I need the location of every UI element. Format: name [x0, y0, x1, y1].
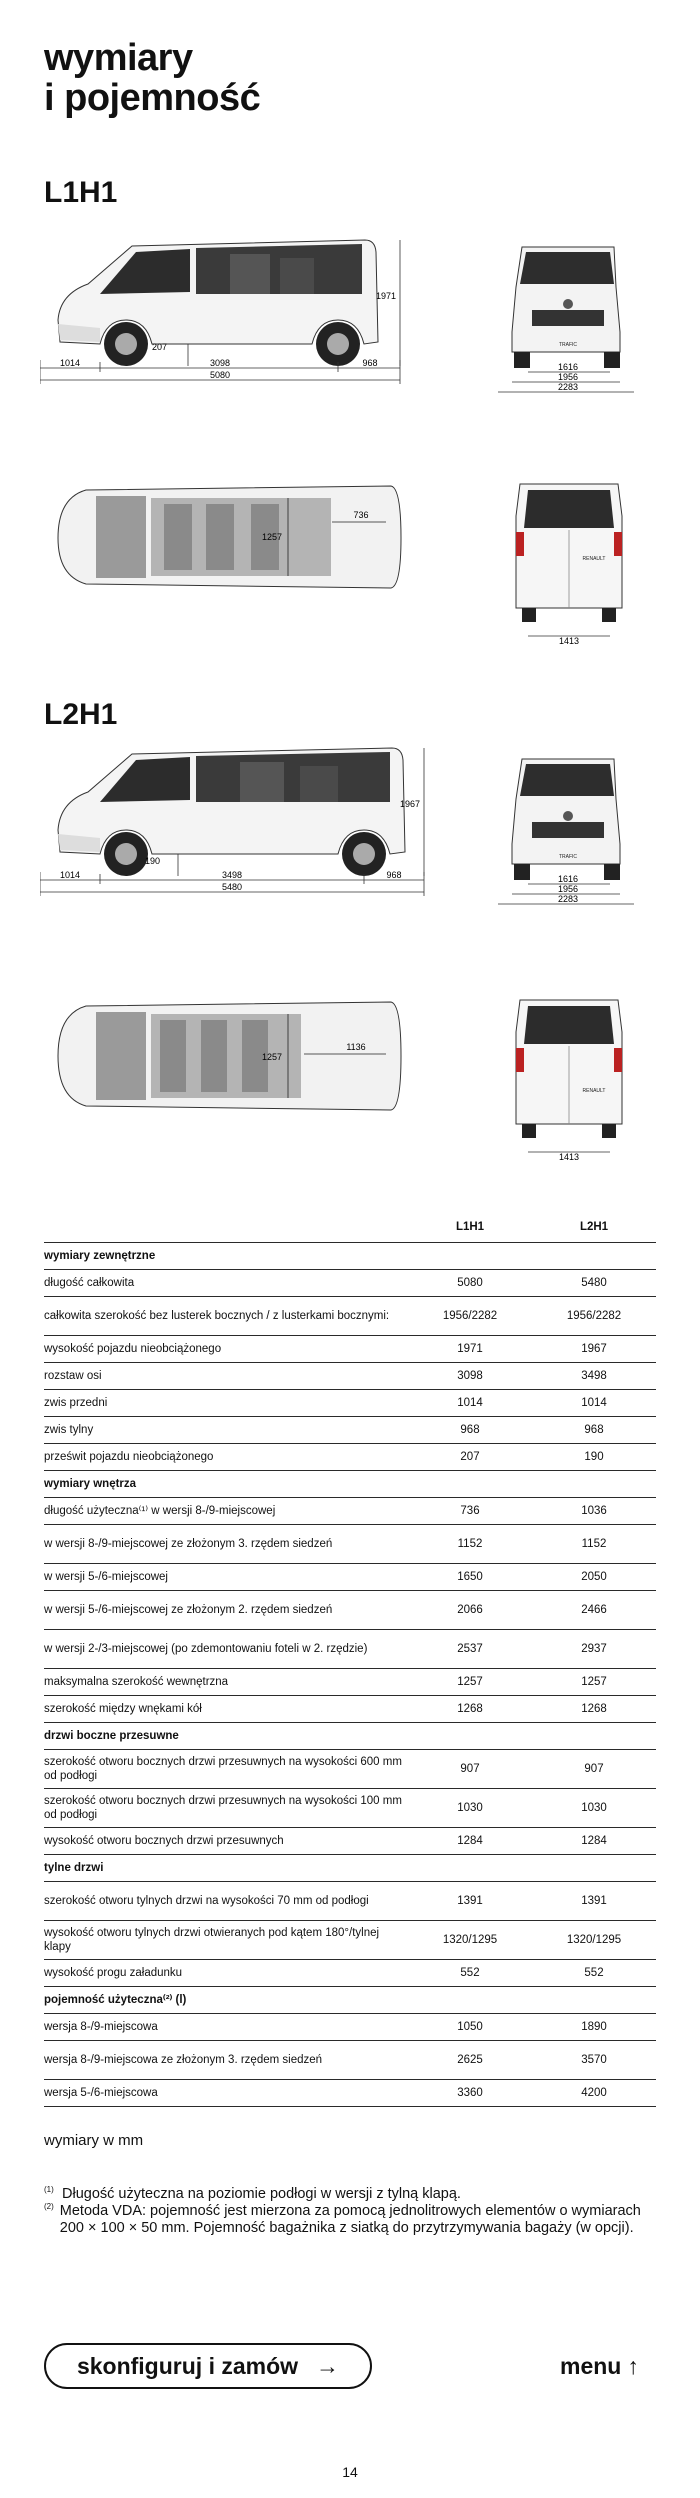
value-l2h1: 1391 — [532, 1882, 656, 1921]
footnote-mark: (1) — [44, 2185, 54, 2194]
dim-length: 5080 — [209, 370, 231, 380]
table-row — [44, 1828, 656, 1855]
section-title-l1h1: L1H1 — [44, 176, 118, 209]
table-row — [44, 1591, 656, 1630]
dim-wheelbase: 3098 — [209, 358, 231, 368]
table-row — [44, 1921, 656, 1960]
group-label: wymiary zewnętrzne — [44, 1243, 656, 1270]
value-l2h1: 1890 — [532, 2014, 656, 2041]
table-row — [44, 2014, 656, 2041]
table-row — [44, 1882, 656, 1921]
table-group-row — [44, 1243, 656, 1270]
value-l2h1: 2050 — [532, 1564, 656, 1591]
row-label: w wersji 8-/9-miejscowej ze złożonym 3. rzędem siedzeń — [44, 1525, 408, 1564]
value-l2h1: 968 — [532, 1417, 656, 1444]
row-label: w wersji 2-/3-miejscowej (po zdemontowaniu foteli w 2. rzędzie) — [44, 1630, 408, 1669]
dim-front-track: 1616 — [557, 874, 579, 884]
configure-and-order-button[interactable] — [44, 2343, 372, 2389]
value-l1h1: 3098 — [408, 1363, 532, 1390]
group-label: drzwi boczne przesuwne — [44, 1723, 656, 1750]
value-l1h1: 1956/2282 — [408, 1297, 532, 1336]
dim-length: 5480 — [221, 882, 243, 892]
row-label: zwis przedni — [44, 1390, 408, 1417]
dim-front-overhang: 1014 — [59, 358, 81, 368]
dim-height: 1967 — [399, 799, 420, 809]
value-l2h1: 1036 — [532, 1498, 656, 1525]
row-label: całkowita szerokość bez lusterek bocznych / z lusterkami bocznymi: — [44, 1297, 408, 1336]
row-label: rozstaw osi — [44, 1363, 408, 1390]
row-label: zwis tylny — [44, 1417, 408, 1444]
dim-width-mirrors: 2283 — [557, 894, 579, 904]
page-title — [44, 38, 260, 118]
group-label: pojemność użyteczna⁽²⁾ (l) — [44, 1987, 656, 2014]
table-row — [44, 1363, 656, 1390]
table-row — [44, 1417, 656, 1444]
value-l2h1: 3570 — [532, 2041, 656, 2080]
dim-useful-length: 1136 — [346, 1042, 366, 1052]
table-row — [44, 1336, 656, 1363]
row-label: w wersji 5-/6-miejscowej ze złożonym 2. rzędem siedzeń — [44, 1591, 408, 1630]
footnote-1 — [44, 2186, 644, 2203]
footnote-text: Metoda VDA: pojemność jest mierzona za pomocą jednolitrowych elementów o wymiarach 200 × 100 × 50 mm. Pojemność bagażnika z siatką do przytrzymywania bagaży (w opcji). — [59, 2203, 641, 2236]
value-l1h1: 552 — [408, 1960, 532, 1987]
dim-clearance: 190 — [145, 856, 161, 866]
front-view-diagram-l1h1 — [494, 232, 664, 407]
menu-label: menu — [560, 2353, 622, 2379]
row-label: wersja 8-/9-miejscowa — [44, 2014, 408, 2041]
van-top-illustration — [58, 486, 401, 588]
table-header-label — [44, 1212, 408, 1243]
value-l1h1: 2625 — [408, 2041, 532, 2080]
table-row — [44, 1960, 656, 1987]
value-l1h1: 207 — [408, 1444, 532, 1471]
value-l2h1: 4200 — [532, 2080, 656, 2107]
dim-useful-length: 736 — [353, 510, 369, 520]
footnotes — [44, 2186, 644, 2237]
front-badge: TRAFIC — [558, 854, 578, 860]
van-front-illustration — [512, 247, 620, 368]
value-l2h1: 552 — [532, 1960, 656, 1987]
dim-width: 1956 — [557, 372, 579, 382]
dim-rear-door-width: 1413 — [558, 636, 580, 646]
value-l1h1: 1014 — [408, 1390, 532, 1417]
value-l2h1: 1967 — [532, 1336, 656, 1363]
row-label: szerokość otworu bocznych drzwi przesuwnych na wysokości 100 mm od podłogi — [44, 1789, 408, 1828]
value-l1h1: 1050 — [408, 2014, 532, 2041]
value-l1h1: 1152 — [408, 1525, 532, 1564]
dim-width: 1956 — [557, 884, 579, 894]
table-row — [44, 2080, 656, 2107]
row-label: szerokość otworu tylnych drzwi na wysokości 70 mm od podłogi — [44, 1882, 408, 1921]
value-l1h1: 736 — [408, 1498, 532, 1525]
table-row — [44, 1669, 656, 1696]
van-side-illustration — [58, 748, 405, 876]
table-row — [44, 1696, 656, 1723]
dim-interior-width: 1257 — [261, 1052, 282, 1062]
dim-clearance: 207 — [152, 342, 168, 352]
column-header-l1h1: L1H1 — [408, 1212, 532, 1243]
value-l2h1: 190 — [532, 1444, 656, 1471]
front-badge: TRAFIC — [558, 342, 578, 348]
page-title-line-2: i pojemność — [44, 77, 261, 119]
value-l1h1: 1257 — [408, 1669, 532, 1696]
van-rear-illustration — [516, 484, 622, 622]
value-l1h1: 1268 — [408, 1696, 532, 1723]
column-header-l2h1: L2H1 — [532, 1212, 656, 1243]
value-l1h1: 968 — [408, 1417, 532, 1444]
table-row — [44, 1444, 656, 1471]
dim-rear-door-width: 1413 — [558, 1152, 580, 1162]
dim-wheelbase: 3498 — [221, 870, 243, 880]
row-label: w wersji 5-/6-miejscowej — [44, 1564, 408, 1591]
value-l2h1: 1030 — [532, 1789, 656, 1828]
rear-view-diagram-l1h1 — [494, 476, 664, 651]
table-row — [44, 1525, 656, 1564]
van-side-illustration — [58, 240, 378, 366]
value-l2h1: 2466 — [532, 1591, 656, 1630]
page-number: 14 — [342, 2464, 358, 2480]
table-group-row — [44, 1723, 656, 1750]
table-row — [44, 1750, 656, 1789]
group-label: tylne drzwi — [44, 1855, 656, 1882]
value-l1h1: 5080 — [408, 1270, 532, 1297]
table-row — [44, 1297, 656, 1336]
front-view-diagram-l2h1 — [494, 744, 664, 919]
dim-front-overhang: 1014 — [59, 870, 81, 880]
value-l2h1: 1152 — [532, 1525, 656, 1564]
table-row — [44, 1498, 656, 1525]
side-view-diagram-l1h1 — [40, 232, 440, 402]
value-l1h1: 907 — [408, 1750, 532, 1789]
dim-interior-width: 1257 — [261, 532, 282, 542]
table-header-row — [44, 1212, 656, 1243]
table-row — [44, 1564, 656, 1591]
table-row — [44, 1789, 656, 1828]
row-label: szerokość między wnękami kół — [44, 1696, 408, 1723]
footnote-mark: (2) — [44, 2202, 54, 2211]
van-top-illustration — [58, 1002, 401, 1110]
table-row — [44, 1630, 656, 1669]
value-l2h1: 2937 — [532, 1630, 656, 1669]
value-l2h1: 1284 — [532, 1828, 656, 1855]
page-title-line-1: wymiary — [44, 37, 193, 79]
units-note: wymiary w mm — [44, 2132, 144, 2149]
row-label: wersja 5-/6-miejscowa — [44, 2080, 408, 2107]
section-title-l2h1: L2H1 — [44, 698, 118, 731]
row-label: prześwit pojazdu nieobciążonego — [44, 1444, 408, 1471]
row-label: długość użyteczna⁽¹⁾ w wersji 8-/9-miejscowej — [44, 1498, 408, 1525]
table-group-row — [44, 1855, 656, 1882]
row-label: maksymalna szerokość wewnętrzna — [44, 1669, 408, 1696]
dim-rear-overhang: 968 — [386, 870, 402, 880]
rear-badge: RENAULT — [582, 556, 606, 562]
table-group-row — [44, 1471, 656, 1498]
value-l2h1: 1257 — [532, 1669, 656, 1696]
value-l2h1: 1014 — [532, 1390, 656, 1417]
value-l1h1: 1284 — [408, 1828, 532, 1855]
van-front-illustration — [512, 759, 620, 880]
top-view-diagram-l1h1 — [56, 478, 406, 598]
table-group-row — [44, 1987, 656, 2014]
value-l2h1: 907 — [532, 1750, 656, 1789]
arrow-right-icon: → — [316, 2352, 340, 2379]
van-rear-illustration — [516, 1000, 622, 1138]
row-label: wysokość otworu bocznych drzwi przesuwnych — [44, 1828, 408, 1855]
table-row — [44, 2041, 656, 2080]
row-label: wysokość pojazdu nieobciążonego — [44, 1336, 408, 1363]
row-label: wersja 8-/9-miejscowa ze złożonym 3. rzędem siedzeń — [44, 2041, 408, 2080]
value-l2h1: 1320/1295 — [532, 1921, 656, 1960]
specs-table — [44, 1212, 656, 2107]
configure-and-order-label: skonfiguruj i zamów — [76, 2352, 299, 2379]
top-view-diagram-l2h1 — [56, 994, 406, 1124]
value-l1h1: 2537 — [408, 1630, 532, 1669]
value-l2h1: 1956/2282 — [532, 1297, 656, 1336]
dim-rear-overhang: 968 — [362, 358, 378, 368]
value-l1h1: 1971 — [408, 1336, 532, 1363]
row-label: wysokość otworu tylnych drzwi otwieranych pod kątem 180°/tylnej klapy — [44, 1921, 408, 1960]
side-view-diagram-l2h1 — [40, 740, 460, 915]
table-row — [44, 1390, 656, 1417]
value-l1h1: 1320/1295 — [408, 1921, 532, 1960]
rear-badge: RENAULT — [582, 1088, 606, 1094]
dim-height: 1971 — [375, 291, 396, 301]
footnote-2 — [44, 2203, 644, 2237]
rear-view-diagram-l2h1 — [494, 992, 664, 1167]
footnote-text: Długość użyteczna na poziomie podłogi w wersji z tylną klapą. — [62, 2186, 461, 2202]
value-l2h1: 5480 — [532, 1270, 656, 1297]
value-l1h1: 1650 — [408, 1564, 532, 1591]
value-l2h1: 1268 — [532, 1696, 656, 1723]
arrow-up-icon: ↑ — [627, 2353, 639, 2379]
value-l2h1: 3498 — [532, 1363, 656, 1390]
row-label: wysokość progu załadunku — [44, 1960, 408, 1987]
row-label: długość całkowita — [44, 1270, 408, 1297]
value-l1h1: 3360 — [408, 2080, 532, 2107]
value-l1h1: 1391 — [408, 1882, 532, 1921]
dim-width-mirrors: 2283 — [557, 382, 579, 392]
value-l1h1: 1030 — [408, 1789, 532, 1828]
row-label: szerokość otworu bocznych drzwi przesuwnych na wysokości 600 mm od podłogi — [44, 1750, 408, 1789]
table-row — [44, 1270, 656, 1297]
group-label: wymiary wnętrza — [44, 1471, 656, 1498]
dim-front-track: 1616 — [557, 362, 579, 372]
value-l1h1: 2066 — [408, 1591, 532, 1630]
menu-link[interactable] — [560, 2353, 639, 2380]
